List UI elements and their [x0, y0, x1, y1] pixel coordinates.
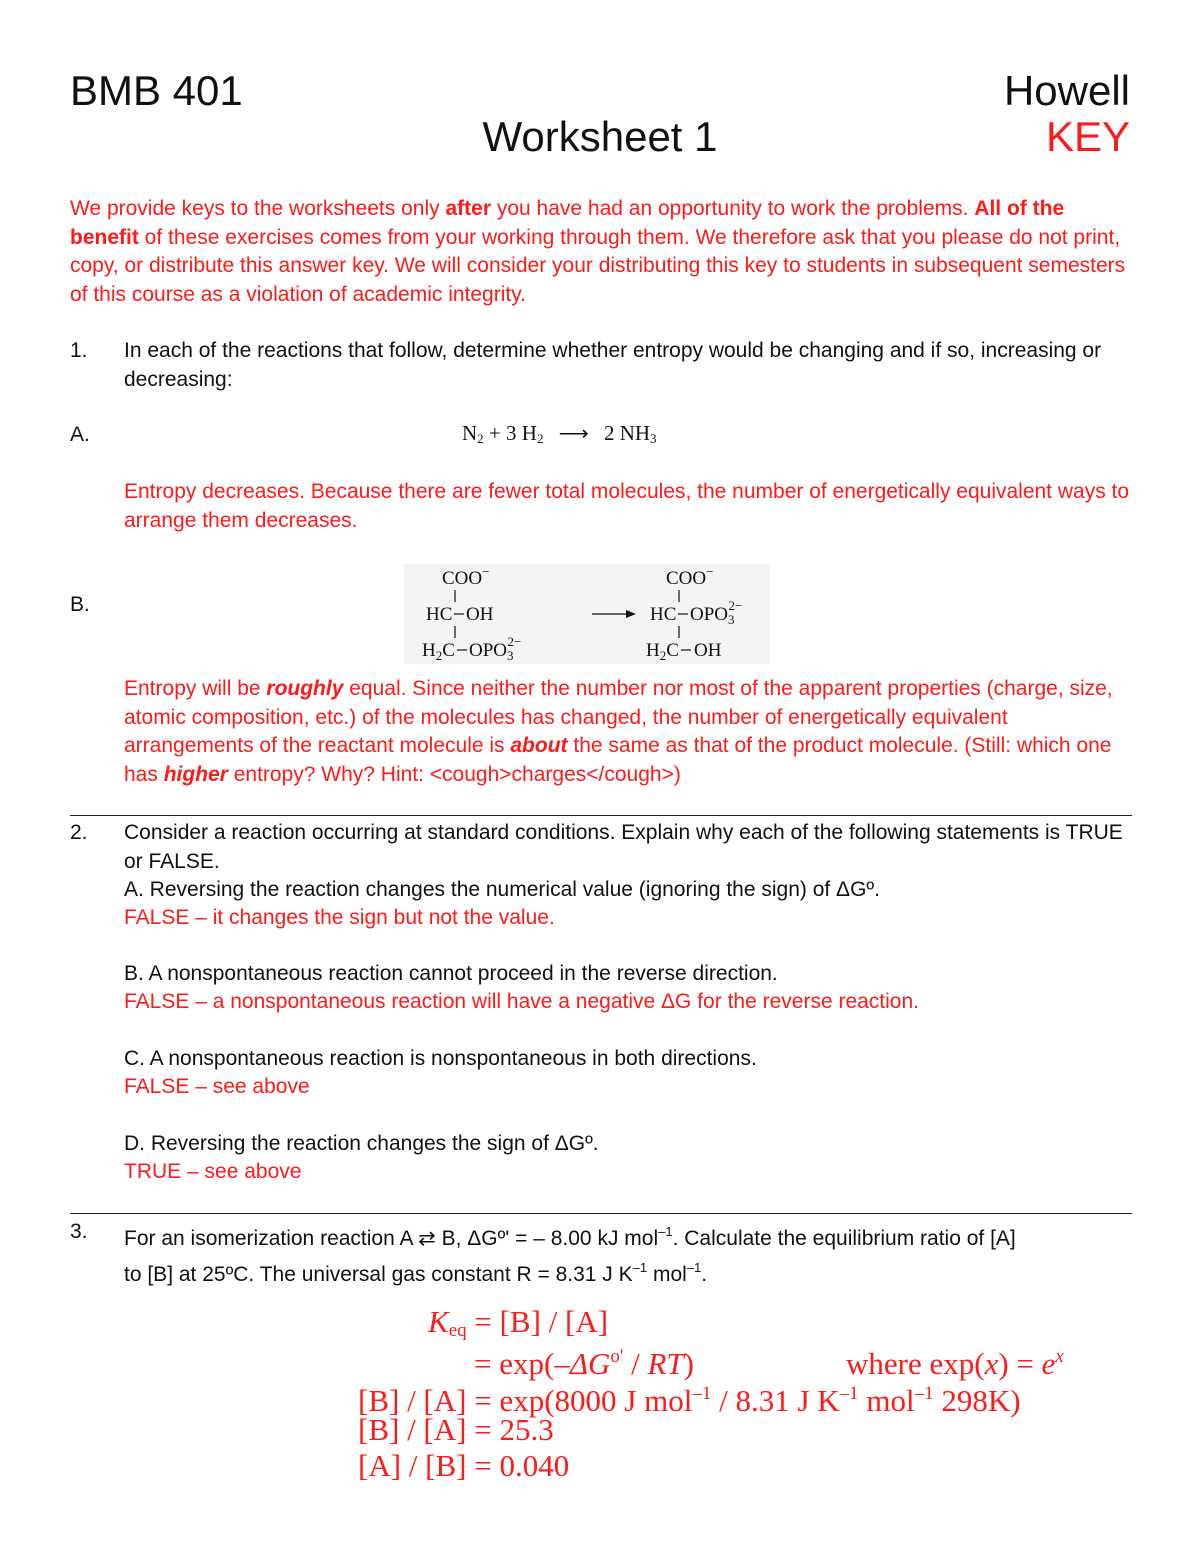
calc-line-4: [B] / [A] = 25.3 [358, 1412, 554, 1447]
intro-bold-after: after [445, 197, 491, 220]
q1-a-label: A. [70, 423, 90, 446]
calc-l2-sup: o' [610, 1346, 624, 1367]
q2-b-answer: FALSE – a nonspontaneous reaction will have a negative ΔG for the reverse reaction. [124, 990, 919, 1013]
svg-text:HC: HC [650, 604, 677, 625]
calc-l2-rt: RT [647, 1346, 684, 1381]
q1-text: In each of the reactions that follow, determine whether entropy would be changing and if so, increasing or decreasing: [124, 339, 1102, 391]
q2-c-statement: C. A nonspontaneous reaction is nonspontaneous in both directions. [124, 1047, 757, 1070]
q3-sup-1: –1 [658, 1224, 673, 1239]
q3-period: . [701, 1262, 708, 1286]
q2-number: 2. [70, 821, 88, 844]
q1-a-equation: $N_2 + 3$ $H_2$ ⟶ 2 $NH_3$ [462, 421, 657, 446]
svg-text:COO−: COO− [442, 564, 490, 589]
q2-a-answer: FALSE – it changes the sign but not the value. [124, 906, 555, 929]
q3-text [124, 1218, 1132, 1289]
q1-b-answer [124, 675, 1132, 789]
key-label: KEY [1045, 113, 1130, 160]
calc-where-sup: x [1055, 1346, 1064, 1367]
q3-line2-a: to [B] at 25ºC. The universal gas constant R = 8.31 J K [124, 1262, 633, 1286]
calc-l2-dg: ΔG [569, 1346, 611, 1381]
q1-b-higher: higher [163, 762, 228, 786]
calc-where-e: e [1041, 1346, 1056, 1381]
svg-text:HC: HC [426, 604, 453, 625]
q3-line2-b: mol [647, 1262, 687, 1286]
worksheet-title: Worksheet 1 [482, 113, 718, 160]
q2-d-answer: TRUE – see above [124, 1160, 302, 1183]
intro-text-2: you have had an opportunity to work the problems. [491, 197, 975, 220]
q1-number: 1. [70, 339, 88, 362]
q2-a-statement: A. Reversing the reaction changes the numerical value (ignoring the sign) of ΔGº. [124, 878, 880, 901]
intro-text-1: We provide keys to the worksheets only [70, 197, 446, 220]
q3-line1-b: . Calculate the equilibrium ratio of [A] [672, 1227, 1016, 1250]
svg-text:OPO32−: $OPO_32-$ [690, 598, 743, 627]
reaction-b-diagram [404, 564, 770, 664]
q1-b-about: about [510, 734, 568, 757]
svg-text:OH: OH [466, 604, 494, 625]
calc-l1-rest: = [B] / [A] [466, 1304, 609, 1339]
q2-text: Consider a reaction occurring at standard conditions. Explain why each of the following statements is TRUE or FALSE. [124, 821, 1123, 873]
intro-notice [70, 195, 1132, 309]
calc-l3-sup2: –1 [839, 1383, 859, 1404]
instructor-name: Howell [1003, 67, 1130, 114]
svg-text:COO−: COO− [666, 564, 714, 589]
divider-2 [70, 1213, 1132, 1214]
svg-text:H2C: $H_2C$ [646, 640, 679, 663]
q3-sup-3: –1 [686, 1259, 702, 1275]
q3-line1-a: For an isomerization reaction A ⇄ B, ΔGº' = – 8.00 kJ mol [124, 1227, 659, 1250]
calc-l3-sup1: –1 [692, 1383, 712, 1404]
q2-c-answer: FALSE – see above [124, 1075, 310, 1098]
calc-k-sub: eq [448, 1320, 467, 1341]
intro-bold-benefit: All of the benefit [70, 197, 1065, 249]
calc-where-b: ) = [998, 1346, 1042, 1381]
q1-b-roughly: roughly [266, 677, 344, 700]
calc-l2-a: = exp(– [474, 1346, 570, 1381]
calc-where-a: where exp( [846, 1346, 985, 1381]
q3-sup-2: –1 [632, 1259, 648, 1275]
course-code: BMB 401 [70, 67, 243, 114]
calc-l3-b: / 8.31 J K [711, 1383, 840, 1418]
q1-b-label: B. [70, 593, 90, 616]
calc-l3-a: [B] / [A] = exp(8000 J mol [358, 1383, 693, 1418]
calc-l3-sup3: –1 [914, 1383, 934, 1404]
q2-d-statement: D. Reversing the reaction changes the sign of ΔGº. [124, 1132, 599, 1155]
q1-b-text-1: Entropy will be [124, 677, 267, 700]
calc-line-5: [A] / [B] = 0.040 [358, 1448, 570, 1483]
calc-k: K [428, 1304, 449, 1339]
calc-where-x: x [984, 1346, 999, 1381]
calc-l3-c: mol [858, 1383, 915, 1418]
calc-l2-b: / [623, 1346, 648, 1381]
svg-text:OPO32−: $OPO_32-$ [469, 634, 522, 663]
intro-text-3: of these exercises comes from your working through them. We therefore ask that you please do not print, copy, or distribute this answer key. We will consider your distributing this key to students in subsequent semesters of this course as a violation of academic integrity. [70, 225, 1126, 306]
q3-number: 3. [70, 1220, 88, 1243]
svg-text:OH: OH [694, 640, 722, 661]
svg-text:H2C: $H_2C$ [422, 640, 455, 663]
divider-1 [70, 815, 1132, 816]
calc-l3-d: 298K) [933, 1383, 1021, 1418]
calc-l2-c: ) [683, 1346, 694, 1381]
q1-a-answer: Entropy decreases. Because there are fewer total molecules, the number of energetically equivalent ways to arrange them decreases. [124, 480, 1130, 532]
q2-b-statement: B. A nonspontaneous reaction cannot proceed in the reverse direction. [124, 962, 778, 985]
q1-b-text-4: entropy? Why? Hint: <cough>charges</cough>) [227, 762, 681, 786]
q1-b-text-2: equal. Since neither the number nor most of the apparent properties (charge, size, atomic composition, etc.) of the molecules has changed, the number of energetically equivalent arrangements of the reactant molecule is [124, 677, 1113, 757]
reaction-b-structures [404, 564, 770, 664]
q1-b-text-3: the same as that of the product molecule. (Still: which one has [124, 734, 1112, 786]
